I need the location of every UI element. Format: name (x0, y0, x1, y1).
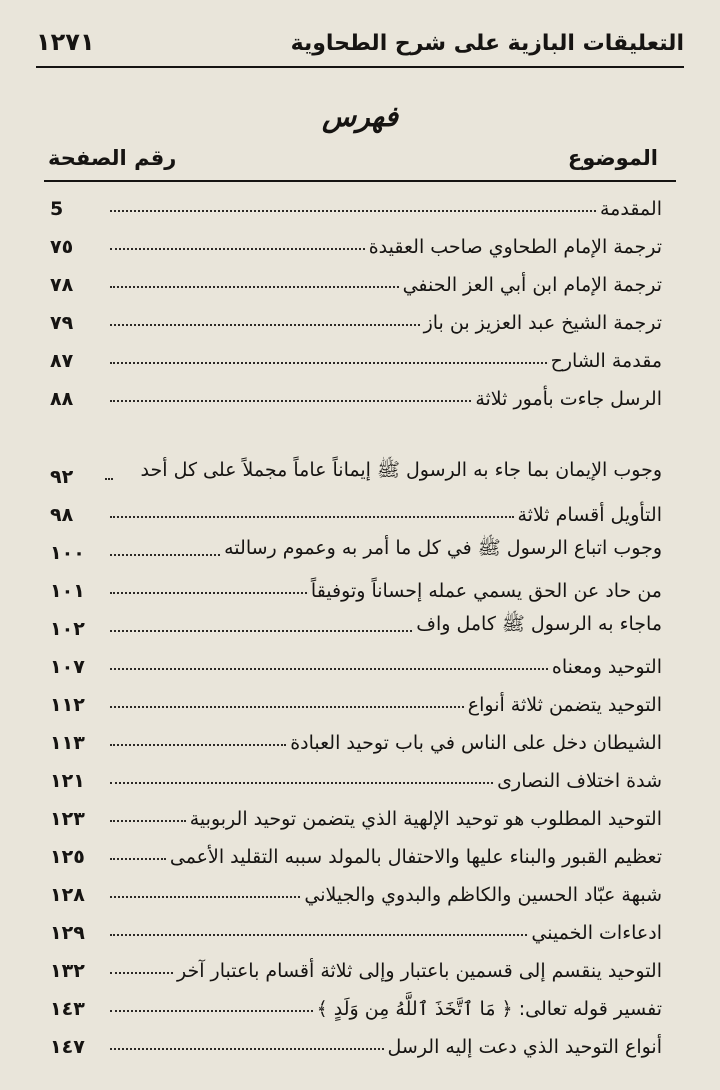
toc-entry (50, 944, 662, 982)
toc-entry (50, 830, 662, 868)
toc-entry-page: ١٢٥ (50, 846, 85, 868)
toc-entry (50, 716, 662, 754)
dot-leader (110, 668, 548, 670)
dot-leader (110, 934, 527, 936)
dot-leader (110, 744, 286, 746)
toc-entry-page: ١٠٧ (50, 656, 85, 678)
toc-entry-page: ١١٣ (50, 732, 85, 754)
toc-entry (50, 410, 662, 488)
toc-entry-title: التوحيد المطلوب هو توحيد الإلهية الذي يتضمن توحيد الربوبية (189, 808, 662, 830)
toc-entry-title: تفسير قوله تعالى: ﴿ مَا ٱتَّخَذَ ٱللَّهُ مِن وَلَدٍ ﴾ (316, 998, 662, 1020)
toc-entry (50, 754, 662, 792)
toc-entry (50, 334, 662, 372)
dot-leader (110, 592, 307, 594)
toc-entry-page: ١٢٣ (50, 808, 85, 830)
toc-entry-page: ٨٨ (50, 388, 74, 410)
toc-entry-page: ٩٨ (50, 504, 74, 526)
toc-entry (50, 220, 662, 258)
toc-entry (50, 182, 662, 220)
dot-leader (110, 210, 596, 212)
toc-entry (50, 296, 662, 334)
toc-entry-title: التوحيد ومعناه (551, 656, 662, 678)
toc-entry-title: التوحيد يتضمن ثلاثة أنواع (467, 694, 662, 716)
page-column-header: رقم الصفحة (48, 146, 177, 170)
dot-leader (110, 248, 365, 250)
toc-entry-title: ترجمة الإمام ابن أبي العز الحنفي (402, 274, 662, 296)
dot-leader (110, 630, 412, 632)
toc-entry-title: أنواع التوحيد الذي دعت إليه الرسل (387, 1036, 662, 1058)
toc-entry (50, 982, 662, 1020)
toc-entry-title: ماجاء به الرسول ﷺ كامل واف (416, 613, 662, 635)
toc-entry (50, 564, 662, 602)
toc-entry-title: مقدمة الشارح (550, 350, 662, 372)
toc-entry-page: ٧٨ (50, 274, 74, 296)
toc-entry (50, 372, 662, 410)
column-headers (48, 146, 658, 170)
toc-entry (50, 602, 662, 640)
dot-leader (110, 362, 547, 364)
toc-entry-title: وجوب اتباع الرسول ﷺ في كل ما أمر به وعموم رسالته (224, 537, 662, 559)
toc-list (50, 182, 662, 1058)
toc-entry-page: ١٣٢ (50, 960, 85, 982)
toc-entry-title: المقدمة (599, 198, 662, 220)
toc-entry-page: ١٢٩ (50, 922, 85, 944)
dot-leader (110, 896, 300, 898)
toc-entry (50, 678, 662, 716)
dot-leader (110, 286, 399, 288)
running-title: التعليقات البازية على شرح الطحاوية (290, 31, 684, 56)
dot-leader (105, 478, 113, 480)
dot-leader (110, 972, 173, 974)
toc-entry-page: ١٤٧ (50, 1036, 85, 1058)
toc-entry-title: ترجمة الإمام الطحاوي صاحب العقيدة (368, 236, 662, 258)
toc-entry-page: ٨٧ (50, 350, 74, 372)
dot-leader (110, 1048, 384, 1050)
toc-entry (50, 906, 662, 944)
toc-entry-title: التأويل أقسام ثلاثة (517, 504, 662, 526)
toc-entry-page: ٧٩ (50, 312, 74, 334)
toc-entry-page: ٩٢ (50, 466, 74, 488)
toc-entry-page: ١٠١ (50, 580, 85, 602)
toc-entry (50, 526, 662, 564)
toc-entry-page: 5 (50, 198, 64, 220)
toc-entry-page: ٧٥ (50, 236, 74, 258)
page-number: ١٢٧١ (36, 28, 95, 56)
topic-column-header: الموضوع (567, 146, 658, 170)
toc-entry-page: ١٠٢ (50, 618, 85, 640)
index-title: فهرس (322, 100, 398, 133)
dot-leader (110, 324, 420, 326)
dot-leader (110, 1010, 313, 1012)
toc-entry-page: ١٢١ (50, 770, 85, 792)
running-header (36, 28, 684, 56)
toc-entry-title: تعظيم القبور والبناء عليها والاحتفال بالمولد سببه التقليد الأعمى (169, 846, 662, 868)
toc-entry-page: ١١٢ (50, 694, 85, 716)
toc-entry-title: وجوب الإيمان بما جاء به الرسول ﷺ إيماناً عاماً مجملاً على كل أحد (140, 459, 662, 481)
header-rule (36, 66, 684, 68)
toc-entry (50, 792, 662, 830)
toc-entry (50, 868, 662, 906)
dot-leader (110, 400, 471, 402)
dot-leader (110, 554, 220, 556)
toc-entry-page: ١٠٠ (50, 542, 85, 564)
toc-entry-page: ١٢٨ (50, 884, 85, 906)
dot-leader (110, 820, 186, 822)
toc-entry-title: شدة اختلاف النصارى (497, 770, 662, 792)
toc-entry-title: ادعاءات الخميني (531, 922, 662, 944)
toc-entry-title: الرسل جاءت بأمور ثلاثة (475, 388, 662, 410)
dot-leader (110, 516, 514, 518)
toc-entry-title: التوحيد ينقسم إلى قسمين باعتبار وإلى ثلاثة أقسام باعتبار آخر (176, 960, 662, 982)
toc-entry-title: من حاد عن الحق يسمي عمله إحساناً وتوفيقاً (310, 580, 662, 602)
toc-entry (50, 640, 662, 678)
toc-entry-page: ١٤٣ (50, 998, 85, 1020)
toc-entry-title: شبهة عبّاد الحسين والكاظم والبدوي والجيلاني (304, 884, 662, 906)
toc-entry (50, 1020, 662, 1058)
toc-entry-title: ترجمة الشيخ عبد العزيز بن باز (423, 312, 662, 334)
toc-entry (50, 258, 662, 296)
dot-leader (110, 782, 493, 784)
dot-leader (110, 858, 166, 860)
dot-leader (110, 706, 464, 708)
toc-entry (50, 488, 662, 526)
toc-entry-title: الشيطان دخل على الناس في باب توحيد العبادة (290, 732, 662, 754)
